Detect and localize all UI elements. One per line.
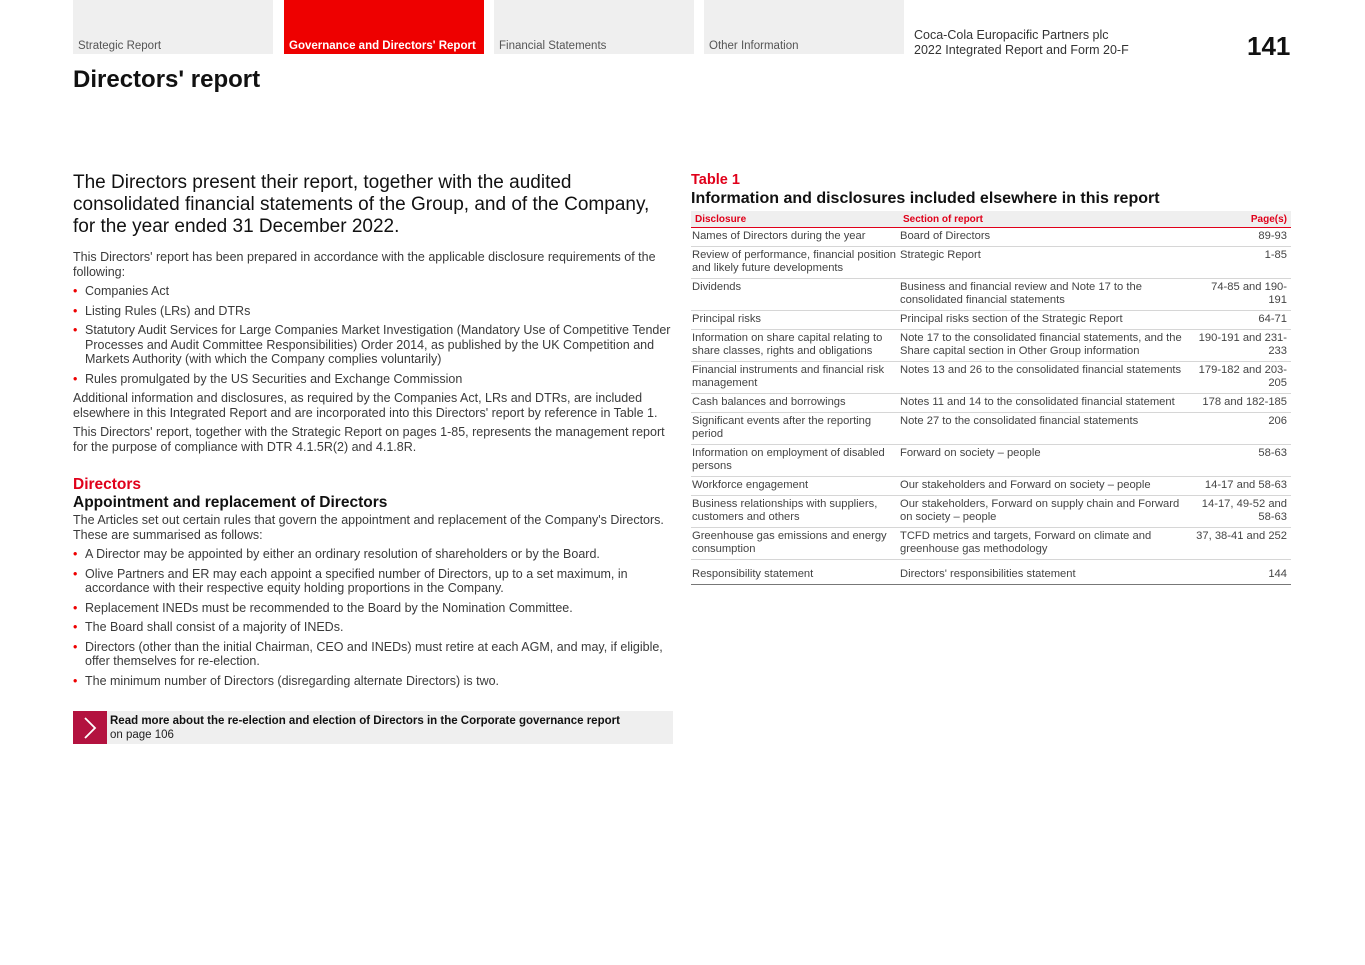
table-row bbox=[691, 413, 1291, 445]
cell-section: Our stakeholders and Forward on society – people bbox=[899, 477, 1195, 496]
cell-section: Our stakeholders, Forward on supply chain and Forward on society – people bbox=[899, 496, 1195, 528]
read-more-page: on page 106 bbox=[110, 729, 174, 741]
cell-pages: 1-85 bbox=[1195, 247, 1291, 279]
cell-section: Principal risks section of the Strategic Report bbox=[899, 311, 1195, 330]
nav-tab-financial-statements[interactable] bbox=[494, 0, 694, 54]
cell-section: Directors' responsibilities statement bbox=[899, 560, 1195, 585]
cell-disclosure: Principal risks bbox=[691, 311, 899, 330]
table-row bbox=[691, 247, 1291, 279]
cell-pages: 89-93 bbox=[1195, 228, 1291, 247]
table-row bbox=[691, 330, 1291, 362]
list-item: • Rules promulgated by the US Securities and Exchange Commission bbox=[73, 372, 673, 387]
cell-pages: 64-71 bbox=[1195, 311, 1291, 330]
table-row bbox=[691, 228, 1291, 247]
cell-pages: 14-17 and 58-63 bbox=[1195, 477, 1291, 496]
company-name bbox=[914, 28, 1129, 58]
header-pages: Page(s) bbox=[1195, 211, 1291, 228]
cell-disclosure: Cash balances and borrowings bbox=[691, 394, 899, 413]
table-row bbox=[691, 445, 1291, 477]
table-row bbox=[691, 560, 1291, 585]
articles-paragraph: The Articles set out certain rules that govern the appointment and replacement of the Company's Directors. These are summarised as follows: bbox=[73, 513, 664, 542]
additional-info-paragraph: Additional information and disclosures, as required by the Companies Act, LRs and DTRs, are included elsewhere in this Integrated Report and are incorporated into this Directors' report by reference in Table 1. bbox=[73, 391, 658, 420]
list-item: • Directors (other than the initial Chairman, CEO and INEDs) must retire at each AGM, and may, if eligible, offer themselves for re-election. bbox=[73, 640, 673, 669]
appointment-subheading: Appointment and replacement of Directors bbox=[73, 494, 388, 511]
cell-section: Note 17 to the consolidated financial statements, and the Share capital section in Other Group information bbox=[899, 330, 1195, 362]
cell-disclosure: Dividends bbox=[691, 279, 899, 311]
nav-tab-label: Governance and Directors' Report bbox=[289, 40, 476, 52]
cell-disclosure: Information on employment of disabled persons bbox=[691, 445, 899, 477]
page-number: 141 bbox=[1247, 31, 1291, 61]
table-row bbox=[691, 279, 1291, 311]
nav-tab-label: Other Information bbox=[709, 40, 799, 52]
table-row bbox=[691, 477, 1291, 496]
cell-pages: 58-63 bbox=[1195, 445, 1291, 477]
cell-disclosure: Significant events after the reporting period bbox=[691, 413, 899, 445]
header-disclosure: Disclosure bbox=[691, 211, 899, 228]
list-item: • Companies Act bbox=[73, 284, 673, 299]
cell-section: Note 27 to the consolidated financial statements bbox=[899, 413, 1195, 445]
table-label: Table 1 bbox=[691, 172, 740, 188]
cell-section: Notes 11 and 14 to the consolidated financial statement bbox=[899, 394, 1195, 413]
table-row bbox=[691, 362, 1291, 394]
table-row bbox=[691, 311, 1291, 330]
management-report-paragraph: This Directors' report, together with the Strategic Report on pages 1-85, represents the management report for the purpose of compliance with DTR 4.1.5R(2) and 4.1.8R. bbox=[73, 425, 665, 454]
table-row bbox=[691, 528, 1291, 560]
directors-rules-list bbox=[73, 547, 673, 688]
cell-section: TCFD metrics and targets, Forward on climate and greenhouse gas methodology bbox=[899, 528, 1195, 560]
list-item: • The minimum number of Directors (disregarding alternate Directors) is two. bbox=[73, 674, 673, 689]
nav-tab-label: Strategic Report bbox=[78, 40, 162, 52]
list-item: • Olive Partners and ER may each appoint a specified number of Directors, up to a set maximum, in accordance with their respective equity holding proportions in the Company. bbox=[73, 567, 673, 596]
chevron-right-icon bbox=[73, 711, 107, 744]
cell-pages: 144 bbox=[1195, 560, 1291, 585]
cell-disclosure: Information on share capital relating to share classes, rights and obligations bbox=[691, 330, 899, 362]
nav-tab-strategic-report[interactable] bbox=[73, 0, 273, 54]
cell-pages: 206 bbox=[1195, 413, 1291, 445]
page-title: Directors' report bbox=[73, 66, 261, 93]
list-item: • Listing Rules (LRs) and DTRs bbox=[73, 304, 673, 319]
cell-section: Forward on society – people bbox=[899, 445, 1195, 477]
cell-disclosure: Financial instruments and financial risk management bbox=[691, 362, 899, 394]
nav-tab-governance[interactable] bbox=[284, 0, 484, 54]
read-more-link[interactable] bbox=[73, 711, 673, 744]
cell-disclosure: Responsibility statement bbox=[691, 560, 899, 585]
cell-pages: 178 and 182-185 bbox=[1195, 394, 1291, 413]
directors-heading: Directors bbox=[73, 476, 142, 493]
left-column bbox=[73, 172, 673, 693]
cell-pages: 74-85 and 190-191 bbox=[1195, 279, 1291, 311]
cell-pages: 14-17, 49-52 and 58-63 bbox=[1195, 496, 1291, 528]
cell-disclosure: Names of Directors during the year bbox=[691, 228, 899, 247]
cell-disclosure: Greenhouse gas emissions and energy consumption bbox=[691, 528, 899, 560]
cell-section: Board of Directors bbox=[899, 228, 1195, 247]
nav-tab-label: Financial Statements bbox=[499, 40, 607, 52]
disclosures-table bbox=[691, 211, 1291, 585]
cell-section: Business and financial review and Note 17 to the consolidated financial statements bbox=[899, 279, 1195, 311]
company-line-2: 2022 Integrated Report and Form 20-F bbox=[914, 43, 1129, 57]
list-item: • Statutory Audit Services for Large Companies Market Investigation (Mandatory Use of Competitive Tender Processes and Audit Committee Responsibilities) Order 2014, as published by the UK Competition and Markets Authority (with which the Company complies voluntarily) bbox=[73, 323, 673, 367]
intro-lead: The Directors present their report, together with the audited consolidated financial statements of the Group, and of the Company, for the year ended 31 December 2022. bbox=[73, 172, 650, 237]
list-item: • A Director may be appointed by either an ordinary resolution of shareholders or by the Board. bbox=[73, 547, 673, 562]
read-more-bold: Read more about the re-election and election of Directors in the Corporate governance report bbox=[110, 715, 620, 727]
intro-paragraph: This Directors' report has been prepared in accordance with the applicable disclosure requirements of the following: bbox=[73, 250, 656, 279]
cell-pages: 179-182 and 203-205 bbox=[1195, 362, 1291, 394]
table-section bbox=[691, 172, 1291, 585]
header-section: Section of report bbox=[899, 211, 1195, 228]
table-title: Information and disclosures included elsewhere in this report bbox=[691, 190, 1160, 207]
cell-section: Notes 13 and 26 to the consolidated financial statements bbox=[899, 362, 1195, 394]
cell-disclosure: Workforce engagement bbox=[691, 477, 899, 496]
cell-disclosure: Review of performance, financial position and likely future developments bbox=[691, 247, 899, 279]
requirements-list bbox=[73, 284, 673, 386]
list-item: • The Board shall consist of a majority of INEDs. bbox=[73, 620, 673, 635]
cell-pages: 37, 38-41 and 252 bbox=[1195, 528, 1291, 560]
table-row bbox=[691, 496, 1291, 528]
read-more-text bbox=[110, 714, 620, 742]
table-header-row bbox=[691, 211, 1291, 228]
cell-disclosure: Business relationships with suppliers, customers and others bbox=[691, 496, 899, 528]
table-row bbox=[691, 394, 1291, 413]
cell-section: Strategic Report bbox=[899, 247, 1195, 279]
nav-tab-other-information[interactable] bbox=[704, 0, 904, 54]
list-item: • Replacement INEDs must be recommended to the Board by the Nomination Committee. bbox=[73, 601, 673, 616]
cell-pages: 190-191 and 231-233 bbox=[1195, 330, 1291, 362]
company-line-1: Coca-Cola Europacific Partners plc bbox=[914, 28, 1109, 42]
